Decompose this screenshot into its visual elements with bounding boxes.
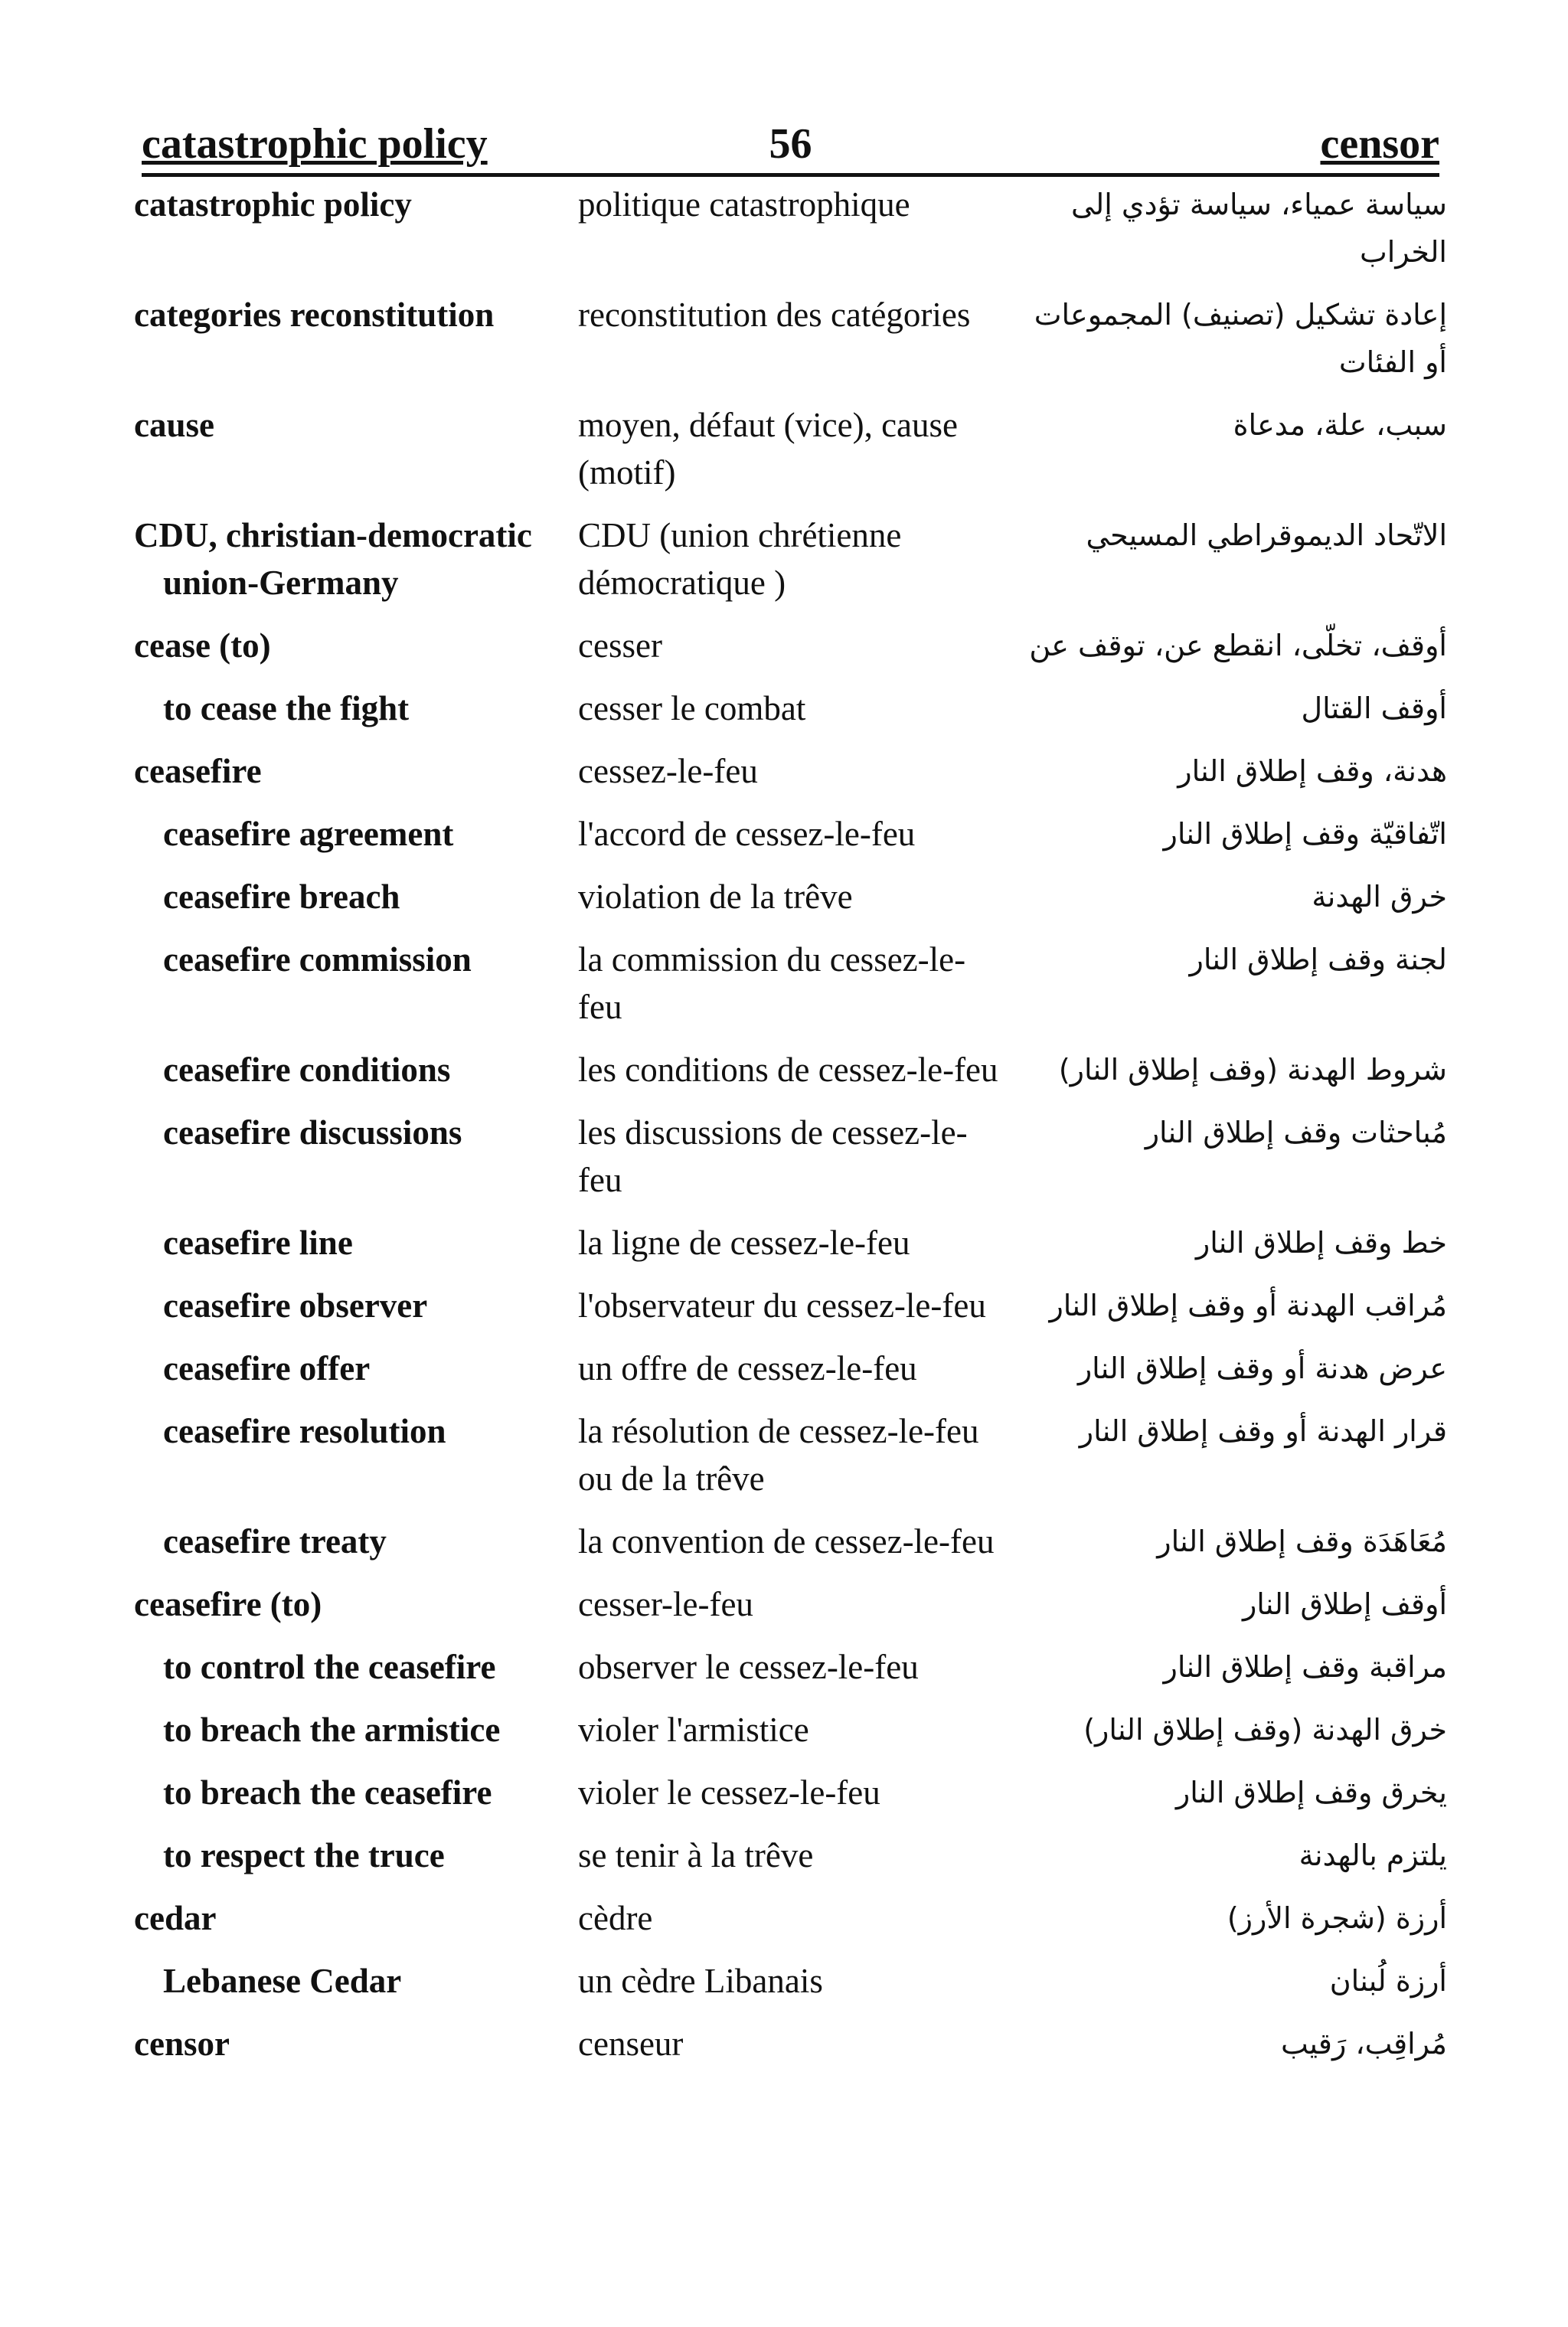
- guide-word-last: censor: [1320, 120, 1439, 168]
- arabic-translation: لجنة وقف إطلاق النار: [1189, 943, 1447, 976]
- dictionary-entry: [134, 810, 1447, 858]
- arabic-translation: أرزة لُبنان: [1329, 1964, 1447, 1998]
- french-translation: moyen, défaut (vice), cause (motif): [578, 406, 959, 492]
- dictionary-entry: [134, 1643, 1447, 1691]
- arabic-translation: خرق الهدنة (وقف إطلاق النار): [1083, 1713, 1447, 1747]
- french-translation: la convention de cessez-le-feu: [578, 1522, 995, 1561]
- french-translation: violation de la trêve: [578, 878, 853, 916]
- english-term: ceasefire commission: [163, 940, 472, 979]
- english-term: CDU, christian-democratic union-Germany: [134, 516, 532, 602]
- dictionary-entry: [134, 1580, 1447, 1628]
- english-term: to cease the fight: [163, 689, 410, 727]
- english-term: cause: [134, 406, 214, 444]
- arabic-translation: مراقبة وقف إطلاق النار: [1163, 1650, 1447, 1684]
- arabic-translation: مُعَاهَدَة وقف إطلاق النار: [1157, 1525, 1447, 1558]
- french-translation: cèdre: [578, 1899, 653, 1937]
- arabic-translation: أوقف، تخلّى، انقطع عن، توقف عن: [1029, 629, 1447, 662]
- english-term: cease (to): [134, 626, 271, 665]
- english-term: ceasefire line: [163, 1224, 353, 1262]
- dictionary-entry: [134, 1345, 1447, 1392]
- dictionary-entry: [134, 685, 1447, 732]
- arabic-translation: يلتزم بالهدنة: [1298, 1838, 1447, 1872]
- arabic-translation: سبب، علة، مدعاة: [1233, 408, 1447, 442]
- english-term: ceasefire (to): [134, 1585, 322, 1623]
- dictionary-entry: [134, 291, 1447, 386]
- dictionary-entry: [134, 1832, 1447, 1879]
- arabic-translation: مُباحثات وقف إطلاق النار: [1145, 1116, 1447, 1149]
- arabic-translation: خط وقف إطلاق النار: [1195, 1226, 1447, 1260]
- french-translation: les discussions de cessez-le-feu: [578, 1113, 968, 1199]
- french-translation: un cèdre Libanais: [578, 1962, 823, 2000]
- english-term: ceasefire treaty: [163, 1522, 387, 1561]
- running-head: [142, 115, 1439, 177]
- french-translation: la ligne de cessez-le-feu: [578, 1224, 910, 1262]
- french-translation: la commission du cessez-le-feu: [578, 940, 966, 1026]
- arabic-translation: أوقف القتال: [1301, 691, 1447, 725]
- arabic-translation: خرق الهدنة: [1312, 880, 1447, 913]
- dictionary-entry: [134, 1109, 1447, 1204]
- dictionary-entry: [134, 747, 1447, 795]
- french-translation: CDU (union chrétienne démocratique ): [578, 516, 902, 602]
- english-term: ceasefire resolution: [163, 1412, 446, 1450]
- dictionary-entry: [134, 1407, 1447, 1502]
- english-term: to breach the ceasefire: [163, 1773, 492, 1812]
- french-translation: se tenir à la trêve: [578, 1836, 814, 1874]
- dictionary-entry: [134, 622, 1447, 669]
- french-translation: l'observateur du cessez-le-feu: [578, 1286, 986, 1325]
- arabic-translation: يخرق وقف إطلاق النار: [1175, 1776, 1447, 1809]
- french-translation: violer l'armistice: [578, 1711, 809, 1749]
- dictionary-entry: [134, 1769, 1447, 1816]
- french-translation: politique catastrophique: [578, 185, 910, 224]
- dictionary-entry: [134, 1219, 1447, 1266]
- arabic-translation: سياسة عمياء، سياسة تؤدي إلى الخراب: [1070, 188, 1447, 269]
- english-term: ceasefire: [134, 752, 262, 790]
- french-translation: les conditions de cessez-le-feu: [578, 1051, 998, 1089]
- dictionary-entry: [134, 1518, 1447, 1565]
- english-term: to respect the truce: [163, 1836, 445, 1874]
- guide-word-first: catastrophic policy: [142, 120, 488, 168]
- arabic-translation: الاتّحاد الديموقراطي المسيحي: [1086, 518, 1447, 552]
- french-translation: cesser: [578, 626, 662, 665]
- french-translation: cesser le combat: [578, 689, 806, 727]
- arabic-translation: أرزة (شجرة الأرز): [1227, 1901, 1447, 1935]
- english-term: catastrophic policy: [134, 185, 412, 224]
- english-term: censor: [134, 2025, 230, 2063]
- english-term: ceasefire observer: [163, 1286, 428, 1325]
- french-translation: censeur: [578, 2025, 684, 2063]
- dictionary-entry: [134, 401, 1447, 496]
- dictionary-entry: [134, 181, 1447, 276]
- english-term: ceasefire conditions: [163, 1051, 451, 1089]
- french-translation: l'accord de cessez-le-feu: [578, 815, 916, 853]
- french-translation: la résolution de cessez-le-feu ou de la trêve: [578, 1412, 979, 1498]
- french-translation: un offre de cessez-le-feu: [578, 1349, 917, 1387]
- arabic-translation: هدنة، وقف إطلاق النار: [1178, 754, 1447, 788]
- french-translation: observer le cessez-le-feu: [578, 1648, 919, 1686]
- arabic-translation: أوقف إطلاق النار: [1242, 1587, 1447, 1621]
- french-translation: violer le cessez-le-feu: [578, 1773, 880, 1812]
- dictionary-entry: [134, 1046, 1447, 1093]
- dictionary-entry: [134, 873, 1447, 920]
- arabic-translation: شروط الهدنة (وقف إطلاق النار): [1058, 1053, 1447, 1087]
- french-translation: reconstitution des catégories: [578, 296, 971, 334]
- arabic-translation: قرار الهدنة أو وقف إطلاق النار: [1079, 1414, 1447, 1448]
- dictionary-entry: [134, 1894, 1447, 1942]
- dictionary-entry: [134, 2020, 1447, 2067]
- french-translation: cessez-le-feu: [578, 752, 758, 790]
- arabic-translation: عرض هدنة أو وقف إطلاق النار: [1077, 1351, 1447, 1385]
- english-term: ceasefire breach: [163, 878, 400, 916]
- arabic-translation: مُراقب الهدنة أو وقف إطلاق النار: [1049, 1289, 1447, 1322]
- english-term: to breach the armistice: [163, 1711, 501, 1749]
- english-term: ceasefire offer: [163, 1349, 371, 1387]
- english-term: ceasefire agreement: [163, 815, 454, 853]
- dictionary-entry: [134, 1957, 1447, 2005]
- french-translation: cesser-le-feu: [578, 1585, 753, 1623]
- arabic-translation: مُراقِب، رَقيب: [1281, 2027, 1447, 2061]
- english-term: categories reconstitution: [134, 296, 495, 334]
- entry-list: [134, 181, 1447, 2083]
- arabic-translation: إعادة تشكيل (تصنيف) المجموعات أو الفئات: [1034, 298, 1447, 379]
- english-term: to control the ceasefire: [163, 1648, 496, 1686]
- dictionary-entry: [134, 511, 1447, 606]
- english-term: Lebanese Cedar: [163, 1962, 402, 2000]
- english-term: cedar: [134, 1899, 217, 1937]
- page-number: 56: [769, 120, 812, 168]
- english-term: ceasefire discussions: [163, 1113, 462, 1152]
- arabic-translation: اتّفاقيّة وقف إطلاق النار: [1163, 817, 1447, 851]
- dictionary-entry: [134, 1282, 1447, 1329]
- dictionary-entry: [134, 1706, 1447, 1753]
- dictionary-entry: [134, 936, 1447, 1031]
